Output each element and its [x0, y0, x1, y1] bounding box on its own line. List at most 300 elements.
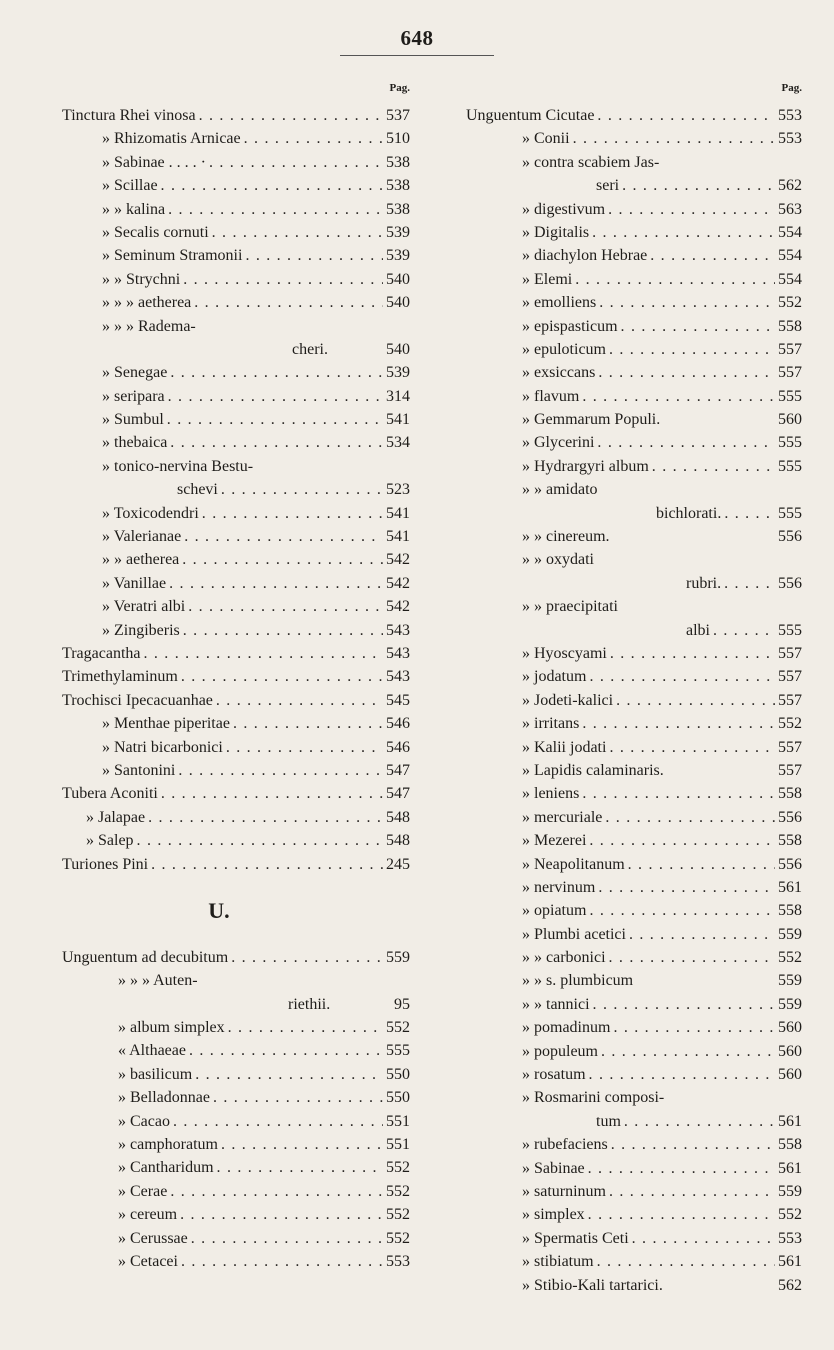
- entry-term: » seripara: [102, 387, 165, 405]
- leader-dots: [592, 221, 775, 244]
- index-entry: [466, 361, 802, 384]
- leader-dots: [168, 385, 383, 408]
- index-entry: [466, 1227, 802, 1250]
- entry-term: » thebaica: [102, 434, 168, 452]
- index-entry: [62, 829, 410, 852]
- entry-term: » saturninum: [522, 1182, 606, 1200]
- page-ref: 314: [386, 387, 410, 405]
- index-entry: [62, 151, 410, 174]
- entry-term: » emolliens: [522, 294, 597, 312]
- entry-term: » Hydrargyri album: [522, 457, 649, 475]
- index-entry: [466, 1250, 802, 1273]
- index-entry: [466, 478, 802, 501]
- index-entry: [466, 1086, 802, 1109]
- index-entry: [466, 946, 802, 969]
- page-ref: 563: [778, 200, 802, 218]
- index-entry: [62, 665, 410, 688]
- index-entry: [62, 127, 410, 150]
- entry-term: » camphoratum: [118, 1136, 218, 1154]
- index-entry: [62, 104, 410, 127]
- page-ref: 555: [778, 387, 802, 405]
- page-ref: 558: [778, 317, 802, 335]
- leader-dots: [605, 806, 775, 829]
- entry-term: » rosatum: [522, 1066, 586, 1084]
- page-ref: 537: [386, 107, 410, 124]
- entry-term: » Hyoscyami: [522, 644, 607, 662]
- entry-term: » Jalapae: [86, 808, 146, 826]
- page-ref: 555: [778, 434, 802, 452]
- index-entry: [466, 174, 802, 197]
- entry-term: » Plumbi acetici: [522, 925, 626, 943]
- entry-term: » Cacao: [118, 1112, 170, 1130]
- page-ref: 543: [386, 621, 410, 639]
- leader-dots: [194, 291, 383, 314]
- entry-term: Trochisci Ipecacuanhae: [62, 691, 213, 709]
- index-entry: [466, 1180, 802, 1203]
- leader-dots: [170, 361, 383, 384]
- entry-term: » » » Radema-: [102, 317, 196, 335]
- entry-term: » Salep: [86, 832, 134, 850]
- page-ref: 540: [386, 294, 410, 312]
- entry-term: » simplex: [522, 1206, 585, 1224]
- leader-dots: [180, 1203, 383, 1226]
- entry-term: » Sabinae . . . . ·: [102, 153, 206, 171]
- leader-dots: [221, 1133, 383, 1156]
- index-entry: [62, 1133, 410, 1156]
- index-entry: [62, 525, 410, 548]
- entry-term: » Cerae: [118, 1182, 168, 1200]
- leader-dots: [609, 946, 775, 969]
- page-ref: 546: [386, 738, 410, 756]
- entry-term: » Spermatis Ceti: [522, 1229, 629, 1247]
- index-entry: [466, 221, 802, 244]
- page-ref: 560: [778, 1019, 802, 1037]
- index-entry: [62, 221, 410, 244]
- leader-dots: [137, 829, 383, 852]
- page-number: 648: [400, 26, 434, 50]
- entry-term: » Vanillae: [102, 574, 167, 592]
- index-entry: [466, 1040, 802, 1063]
- entry-term: » rubefaciens: [522, 1136, 608, 1154]
- index-entry: [466, 806, 802, 829]
- index-entry: [466, 502, 802, 525]
- page-ref: 561: [778, 1253, 802, 1271]
- leader-dots: [148, 806, 383, 829]
- leader-dots: [231, 946, 383, 969]
- entry-term: » » Strychni: [102, 270, 181, 288]
- entry-term: » tonico-nervina Bestu-: [102, 457, 254, 475]
- entry-term: Tubera Aconiti: [62, 785, 158, 803]
- leader-dots: [189, 1039, 383, 1062]
- index-entry: [466, 712, 802, 735]
- entry-term: schevi: [177, 481, 218, 499]
- entry-term: » Lapidis calaminaris.: [522, 761, 664, 779]
- page-ref: 559: [778, 925, 802, 943]
- index-entry: [62, 993, 410, 1016]
- index-entry: [62, 268, 410, 291]
- leader-dots: [216, 689, 383, 712]
- page-ref: 540: [386, 270, 410, 288]
- entry-term: » Glycerini: [522, 434, 595, 452]
- page-ref: 555: [778, 621, 802, 639]
- page-ref: 557: [778, 691, 802, 709]
- index-entry: [466, 876, 802, 899]
- page-ref: 550: [386, 1065, 410, 1083]
- page-ref: 539: [386, 247, 410, 265]
- leader-dots: [589, 665, 775, 688]
- leader-dots: [622, 174, 775, 197]
- leader-dots: [233, 712, 383, 735]
- entry-term: » Rhizomatis Arnicae: [102, 130, 241, 148]
- page-ref: 552: [386, 1019, 410, 1037]
- leader-dots: [624, 1110, 775, 1133]
- page-ref: 552: [386, 1182, 410, 1200]
- leader-dots: [161, 782, 383, 805]
- page-ref: 558: [778, 902, 802, 920]
- entry-term: » populeum: [522, 1042, 598, 1060]
- entry-term: » digestivum: [522, 200, 606, 218]
- page-ref: 559: [778, 1182, 802, 1200]
- entry-term: » jodatum: [522, 668, 587, 686]
- entry-term: » Senegae: [102, 364, 168, 382]
- index-entry: [466, 244, 802, 267]
- page-ref: 538: [386, 177, 410, 195]
- leader-dots: [589, 1063, 775, 1086]
- leader-dots: [221, 478, 383, 501]
- entry-term: » Cerussae: [118, 1229, 188, 1247]
- index-entry: [62, 1227, 410, 1250]
- entry-term: » irritans: [522, 715, 580, 733]
- leader-dots: [173, 1110, 383, 1133]
- leader-dots: [202, 502, 383, 525]
- page-ref: 551: [386, 1136, 410, 1154]
- page-ref: 547: [386, 761, 410, 779]
- leader-dots: [598, 361, 775, 384]
- left-column: [62, 80, 410, 1273]
- page-ref: 552: [386, 1229, 410, 1247]
- entry-term: albi: [686, 621, 710, 639]
- page-ref: 548: [386, 808, 410, 826]
- page-ref: 557: [778, 364, 802, 382]
- entry-term: » flavum: [522, 387, 580, 405]
- leader-dots: [182, 548, 383, 571]
- entry-term: tum: [596, 1112, 621, 1130]
- leader-dots: [589, 829, 775, 852]
- leader-dots: [611, 1133, 775, 1156]
- page-ref: 554: [778, 270, 802, 288]
- leader-dots: [597, 431, 775, 454]
- leader-dots: [597, 1250, 775, 1273]
- left-index-list: [62, 104, 410, 876]
- entry-term: » diachylon Hebrae: [522, 247, 648, 265]
- index-entry: [62, 1063, 410, 1086]
- page-ref: 552: [778, 949, 802, 967]
- page-ref: 558: [778, 832, 802, 850]
- page-ref: 550: [386, 1089, 410, 1107]
- page-ref: 542: [386, 574, 410, 592]
- index-entry: [62, 736, 410, 759]
- entry-term: cheri.: [292, 340, 328, 358]
- index-entry: [466, 595, 802, 618]
- index-entry: [62, 1086, 410, 1109]
- index-entry: [466, 338, 802, 361]
- index-entry: [62, 338, 410, 361]
- index-entry: [62, 1250, 410, 1273]
- page-ref: 556: [778, 528, 802, 546]
- right-column: [466, 80, 802, 1297]
- leader-dots: [169, 572, 383, 595]
- leader-dots: [228, 1016, 383, 1039]
- entry-term: » exsiccans: [522, 364, 596, 382]
- entry-term: » Conii: [522, 130, 570, 148]
- page-ref: 555: [778, 504, 802, 522]
- page-ref: 556: [778, 855, 802, 873]
- page-ref: 561: [778, 1159, 802, 1177]
- page-ref: 510: [386, 130, 410, 148]
- page-ref: 540: [386, 340, 410, 358]
- page-ref: 553: [778, 1229, 802, 1247]
- index-entry: [466, 151, 802, 174]
- page-ref: 546: [386, 715, 410, 733]
- page-ref: 560: [778, 411, 802, 429]
- entry-term: Tragacantha: [62, 644, 141, 662]
- page-ref: 562: [778, 177, 802, 195]
- index-entry: [466, 782, 802, 805]
- section-letter: U.: [208, 897, 230, 923]
- leader-dots: [199, 104, 383, 127]
- leader-dots: [181, 665, 383, 688]
- leader-dots: [589, 899, 775, 922]
- leader-dots: [588, 1203, 775, 1226]
- page-ref: 543: [386, 668, 410, 686]
- index-entry: [62, 315, 410, 338]
- entry-term: » Sumbul: [102, 411, 164, 429]
- pag-label-right: Pag.: [781, 82, 802, 94]
- entry-term: seri: [596, 177, 620, 195]
- page-ref: 523: [386, 481, 410, 499]
- entry-term: rubri.: [686, 574, 722, 592]
- entry-term: » epispasticum: [522, 317, 618, 335]
- page-ref: 95: [394, 995, 410, 1013]
- leader-dots: [144, 642, 384, 665]
- entry-term: » » kalina: [102, 200, 166, 218]
- page-ref: 556: [778, 808, 802, 826]
- index-entry: [62, 385, 410, 408]
- entry-term: » Veratri albi: [102, 598, 186, 616]
- leader-dots: [597, 104, 775, 127]
- index-entry: [466, 198, 802, 221]
- index-entry: [466, 1203, 802, 1226]
- leader-dots: [161, 174, 383, 197]
- page-ref: 534: [386, 434, 410, 452]
- index-entry: [62, 853, 410, 876]
- page-ref: 553: [778, 130, 802, 148]
- leader-dots: [608, 198, 775, 221]
- entry-term: » Gemmarum Populi.: [522, 411, 661, 429]
- index-entry: [62, 595, 410, 618]
- page-ref: 542: [386, 598, 410, 616]
- entry-term: » » s. plumbicum: [522, 972, 634, 990]
- page-ref: 558: [778, 1136, 802, 1154]
- index-entry: [466, 1133, 802, 1156]
- leader-dots: [609, 338, 775, 361]
- index-entry: [62, 1039, 410, 1062]
- leader-dots: [167, 408, 383, 431]
- index-entry: [62, 408, 410, 431]
- leader-dots: [713, 619, 775, 642]
- index-entry: [466, 104, 802, 127]
- index-entry: [466, 829, 802, 852]
- page-ref: 541: [386, 504, 410, 522]
- leader-dots: [628, 853, 775, 876]
- entry-term: » » oxydati: [522, 551, 594, 569]
- leader-dots: [244, 127, 383, 150]
- entry-term: Unguentum ad decubitum: [62, 948, 229, 966]
- leader-dots: [609, 1180, 775, 1203]
- page-ref: 557: [778, 761, 802, 779]
- index-entry: [466, 759, 802, 782]
- entry-term: » album simplex: [118, 1019, 225, 1037]
- leader-dots: [610, 642, 775, 665]
- leader-dots: [245, 244, 383, 267]
- entry-term: » Mezerei: [522, 832, 587, 850]
- page-ref: 552: [778, 715, 802, 733]
- leader-dots: [575, 268, 775, 291]
- entry-term: » Elemi: [522, 270, 573, 288]
- index-entry: [62, 946, 410, 969]
- index-entry: [466, 548, 802, 571]
- index-entry: [466, 969, 802, 992]
- leader-dots: [582, 712, 775, 735]
- entry-term: » Secalis cornuti: [102, 223, 209, 241]
- index-entry: [466, 1157, 802, 1180]
- entry-term: » » » Auten-: [118, 972, 198, 990]
- index-entry: [62, 244, 410, 267]
- page-ref: 555: [778, 457, 802, 475]
- page-ref: 545: [386, 691, 410, 709]
- entry-term: » » tannici: [522, 995, 590, 1013]
- index-entry: [62, 455, 410, 478]
- index-entry: [466, 899, 802, 922]
- index-entry: [466, 431, 802, 454]
- leader-dots: [226, 736, 383, 759]
- entry-term: » » carbonici: [522, 949, 606, 967]
- entry-term: » Scillae: [102, 177, 158, 195]
- index-entry: [466, 853, 802, 876]
- leader-dots: [183, 619, 383, 642]
- leader-dots: [213, 1086, 383, 1109]
- index-entry: [466, 1110, 802, 1133]
- entry-term: » Sabinae: [522, 1159, 585, 1177]
- index-entry: [62, 1180, 410, 1203]
- leader-dots: [170, 431, 383, 454]
- entry-term: » Cantharidum: [118, 1159, 214, 1177]
- index-entry: [466, 408, 802, 431]
- leader-dots: [151, 853, 383, 876]
- page-ref: 548: [386, 832, 410, 850]
- entry-term: » » aetherea: [102, 551, 180, 569]
- entry-term: » opiatum: [522, 902, 587, 920]
- index-entry: [62, 548, 410, 571]
- page-ref: 539: [386, 364, 410, 382]
- leader-dots: [599, 291, 775, 314]
- page-ref: 552: [778, 294, 802, 312]
- page-ref: 553: [778, 107, 802, 124]
- entry-term: » Kalii jodati: [522, 738, 607, 756]
- index-entry: [466, 665, 802, 688]
- leader-dots: [168, 198, 383, 221]
- index-entry: [466, 572, 802, 595]
- left-index-list-u: [62, 946, 410, 1273]
- entry-term: » epuloticum: [522, 340, 606, 358]
- leader-dots: [588, 1157, 775, 1180]
- pag-label-left: Pag.: [389, 82, 410, 94]
- index-entry: [62, 1016, 410, 1039]
- page-ref: 558: [778, 785, 802, 803]
- entry-term: « Althaeae: [118, 1042, 186, 1060]
- index-entry: [62, 782, 410, 805]
- leader-dots: [195, 1063, 383, 1086]
- page-ref: 541: [386, 528, 410, 546]
- entry-term: » Rosmarini composi-: [522, 1089, 665, 1107]
- entry-term: Turiones Pini: [62, 855, 149, 873]
- index-entry: [62, 1110, 410, 1133]
- leader-dots: [609, 736, 775, 759]
- page-ref: 560: [778, 1066, 802, 1084]
- index-entry: [466, 268, 802, 291]
- index-entry: [62, 198, 410, 221]
- entry-term: » stibiatum: [522, 1253, 594, 1271]
- entry-term: » contra scabiem Jas-: [522, 153, 660, 171]
- entry-term: » Valerianae: [102, 528, 182, 546]
- entry-term: » Zingiberis: [102, 621, 180, 639]
- index-entry: [466, 291, 802, 314]
- entry-term: » Seminum Stramonii: [102, 247, 243, 265]
- entry-term: » Belladonnae: [118, 1089, 210, 1107]
- page-ref: 543: [386, 644, 410, 662]
- page-ref: 538: [386, 153, 410, 171]
- leader-dots: [601, 1040, 775, 1063]
- index-entry: [466, 689, 802, 712]
- entry-term: bichlorati.: [656, 504, 722, 522]
- leader-dots: [632, 1227, 775, 1250]
- leader-dots: [593, 993, 775, 1016]
- leader-dots: [598, 876, 775, 899]
- entry-term: Tinctura Rhei vinosa: [62, 107, 196, 124]
- entry-term: » leniens: [522, 785, 580, 803]
- page-ref: 245: [386, 855, 410, 873]
- entry-term: » Natri bicarbonici: [102, 738, 223, 756]
- page-ref: 557: [778, 738, 802, 756]
- entry-term: » cereum: [118, 1206, 178, 1224]
- index-entry: [62, 572, 410, 595]
- page-ref: 557: [778, 644, 802, 662]
- leader-dots: [616, 689, 775, 712]
- entry-term: » pomadinum: [522, 1019, 611, 1037]
- leader-dots: [582, 385, 775, 408]
- page-ref: 552: [386, 1159, 410, 1177]
- page-ref: 553: [386, 1252, 410, 1270]
- page-ref: 557: [778, 340, 802, 358]
- page-ref: 560: [778, 1042, 802, 1060]
- page-ref: 559: [778, 972, 802, 990]
- index-entry: [62, 969, 410, 992]
- page-ref: 555: [386, 1042, 410, 1060]
- index-entry: [466, 923, 802, 946]
- leader-dots: [184, 525, 383, 548]
- entry-term: » Digitalis: [522, 223, 590, 241]
- index-entry: [62, 478, 410, 501]
